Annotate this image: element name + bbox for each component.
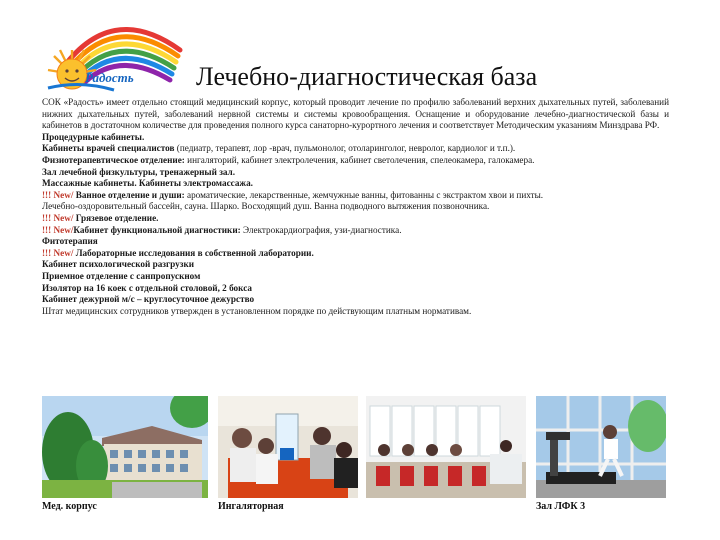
func-text: Электрокардиография, узи-диагностика. [240, 224, 402, 235]
logo-text: Радость [85, 70, 134, 85]
photo-lfk-hall [536, 396, 666, 498]
photo-treatment-hall [366, 396, 526, 498]
massage-line: Массажные кабинеты. Кабинеты электромассажа. [42, 178, 253, 189]
bath-new-marker: !!! New/ [42, 189, 74, 200]
bath-label: Ванное отделение и души: [73, 189, 185, 200]
doctors-text: (педиатр, терапевт, лор -врач, пульмонолог, отоларинголог, невролог, кардиолог и т.п.). [174, 143, 516, 154]
lfk-line: Зал лечебной физкультуры, тренажерный зал. [42, 166, 236, 177]
photo-inhalatorium [218, 396, 358, 498]
func-new-marker: !!! New/ [42, 224, 74, 235]
lab-new-marker: !!! New/ [42, 247, 74, 258]
mud-line [42, 213, 669, 225]
physio-label: Физиотерапевтическое отделение: [42, 154, 185, 165]
func-label: Кабинет функциональной диагностики: [73, 224, 241, 235]
physio-text: ингаляторий, кабинет электролечения, кабинет светолечения, спелеокамера, галокамера. [184, 154, 535, 165]
func-line [42, 225, 669, 237]
doctors-line [42, 143, 669, 155]
intro-paragraph: СОК «Радость» имеет отдельно стоящий медицинский корпус, который проводит лечение по профилю заболеваний верхних дыхательных путей, заболеваний нижних дыхательных путей, заболеваний нервной системы и системы кровообращения. Оснащение и оборудование лечебно-диагностической базы и кабинетов в достаточном количестве для проведения полного курса санаторно-курортного лечения и соответствует Методическим указаниям Минздрава РФ. [42, 97, 669, 131]
reception-line: Приемное отделение с санпропускном [42, 270, 201, 281]
doctors-label: Кабинеты врачей специалистов [42, 143, 175, 154]
physio-line [42, 155, 669, 167]
caption-med-building: Мед. корпус [42, 501, 97, 512]
pool-line: Лечебно-оздоровительный бассейн, сауна. Шарко. Восходящий душ. Ванна подводного вытяжения позвоночника. [42, 201, 490, 212]
procedures-line: Процедурные кабинеты. [42, 131, 145, 142]
lab-label: Лабораторные исследования в собственной лаборатории. [73, 247, 314, 258]
isolator-line: Изолятор на 16 коек с отдельной столовой, 2 бокса [42, 282, 252, 293]
page-title: Лечебно-диагностическая база [196, 62, 538, 91]
bath-line [42, 190, 669, 202]
caption-lfk-hall: Зал ЛФК 3 [536, 501, 586, 512]
mud-new-marker: !!! New/ [42, 212, 74, 223]
photo-med-building [42, 396, 208, 498]
lab-line [42, 248, 669, 260]
duty-line: Кабинет дежурной м/с – круглосуточное дежурство [42, 294, 255, 305]
caption-inhalatorium: Ингаляторная [218, 501, 284, 512]
body-text [42, 97, 669, 317]
bath-text: ароматические, лекарственные, жемчужные ванны, фитованны с экстрактом хвои и пихты. [184, 189, 544, 200]
phyto-line: Фитотерапия [42, 236, 98, 247]
staff-line: Штат медицинских сотрудников утвержден в установленном порядке по действующим платным нормативам. [42, 305, 472, 316]
psych-line: Кабинет психологической разгрузки [42, 259, 195, 270]
mud-label: Грязевое отделение. [73, 212, 159, 223]
